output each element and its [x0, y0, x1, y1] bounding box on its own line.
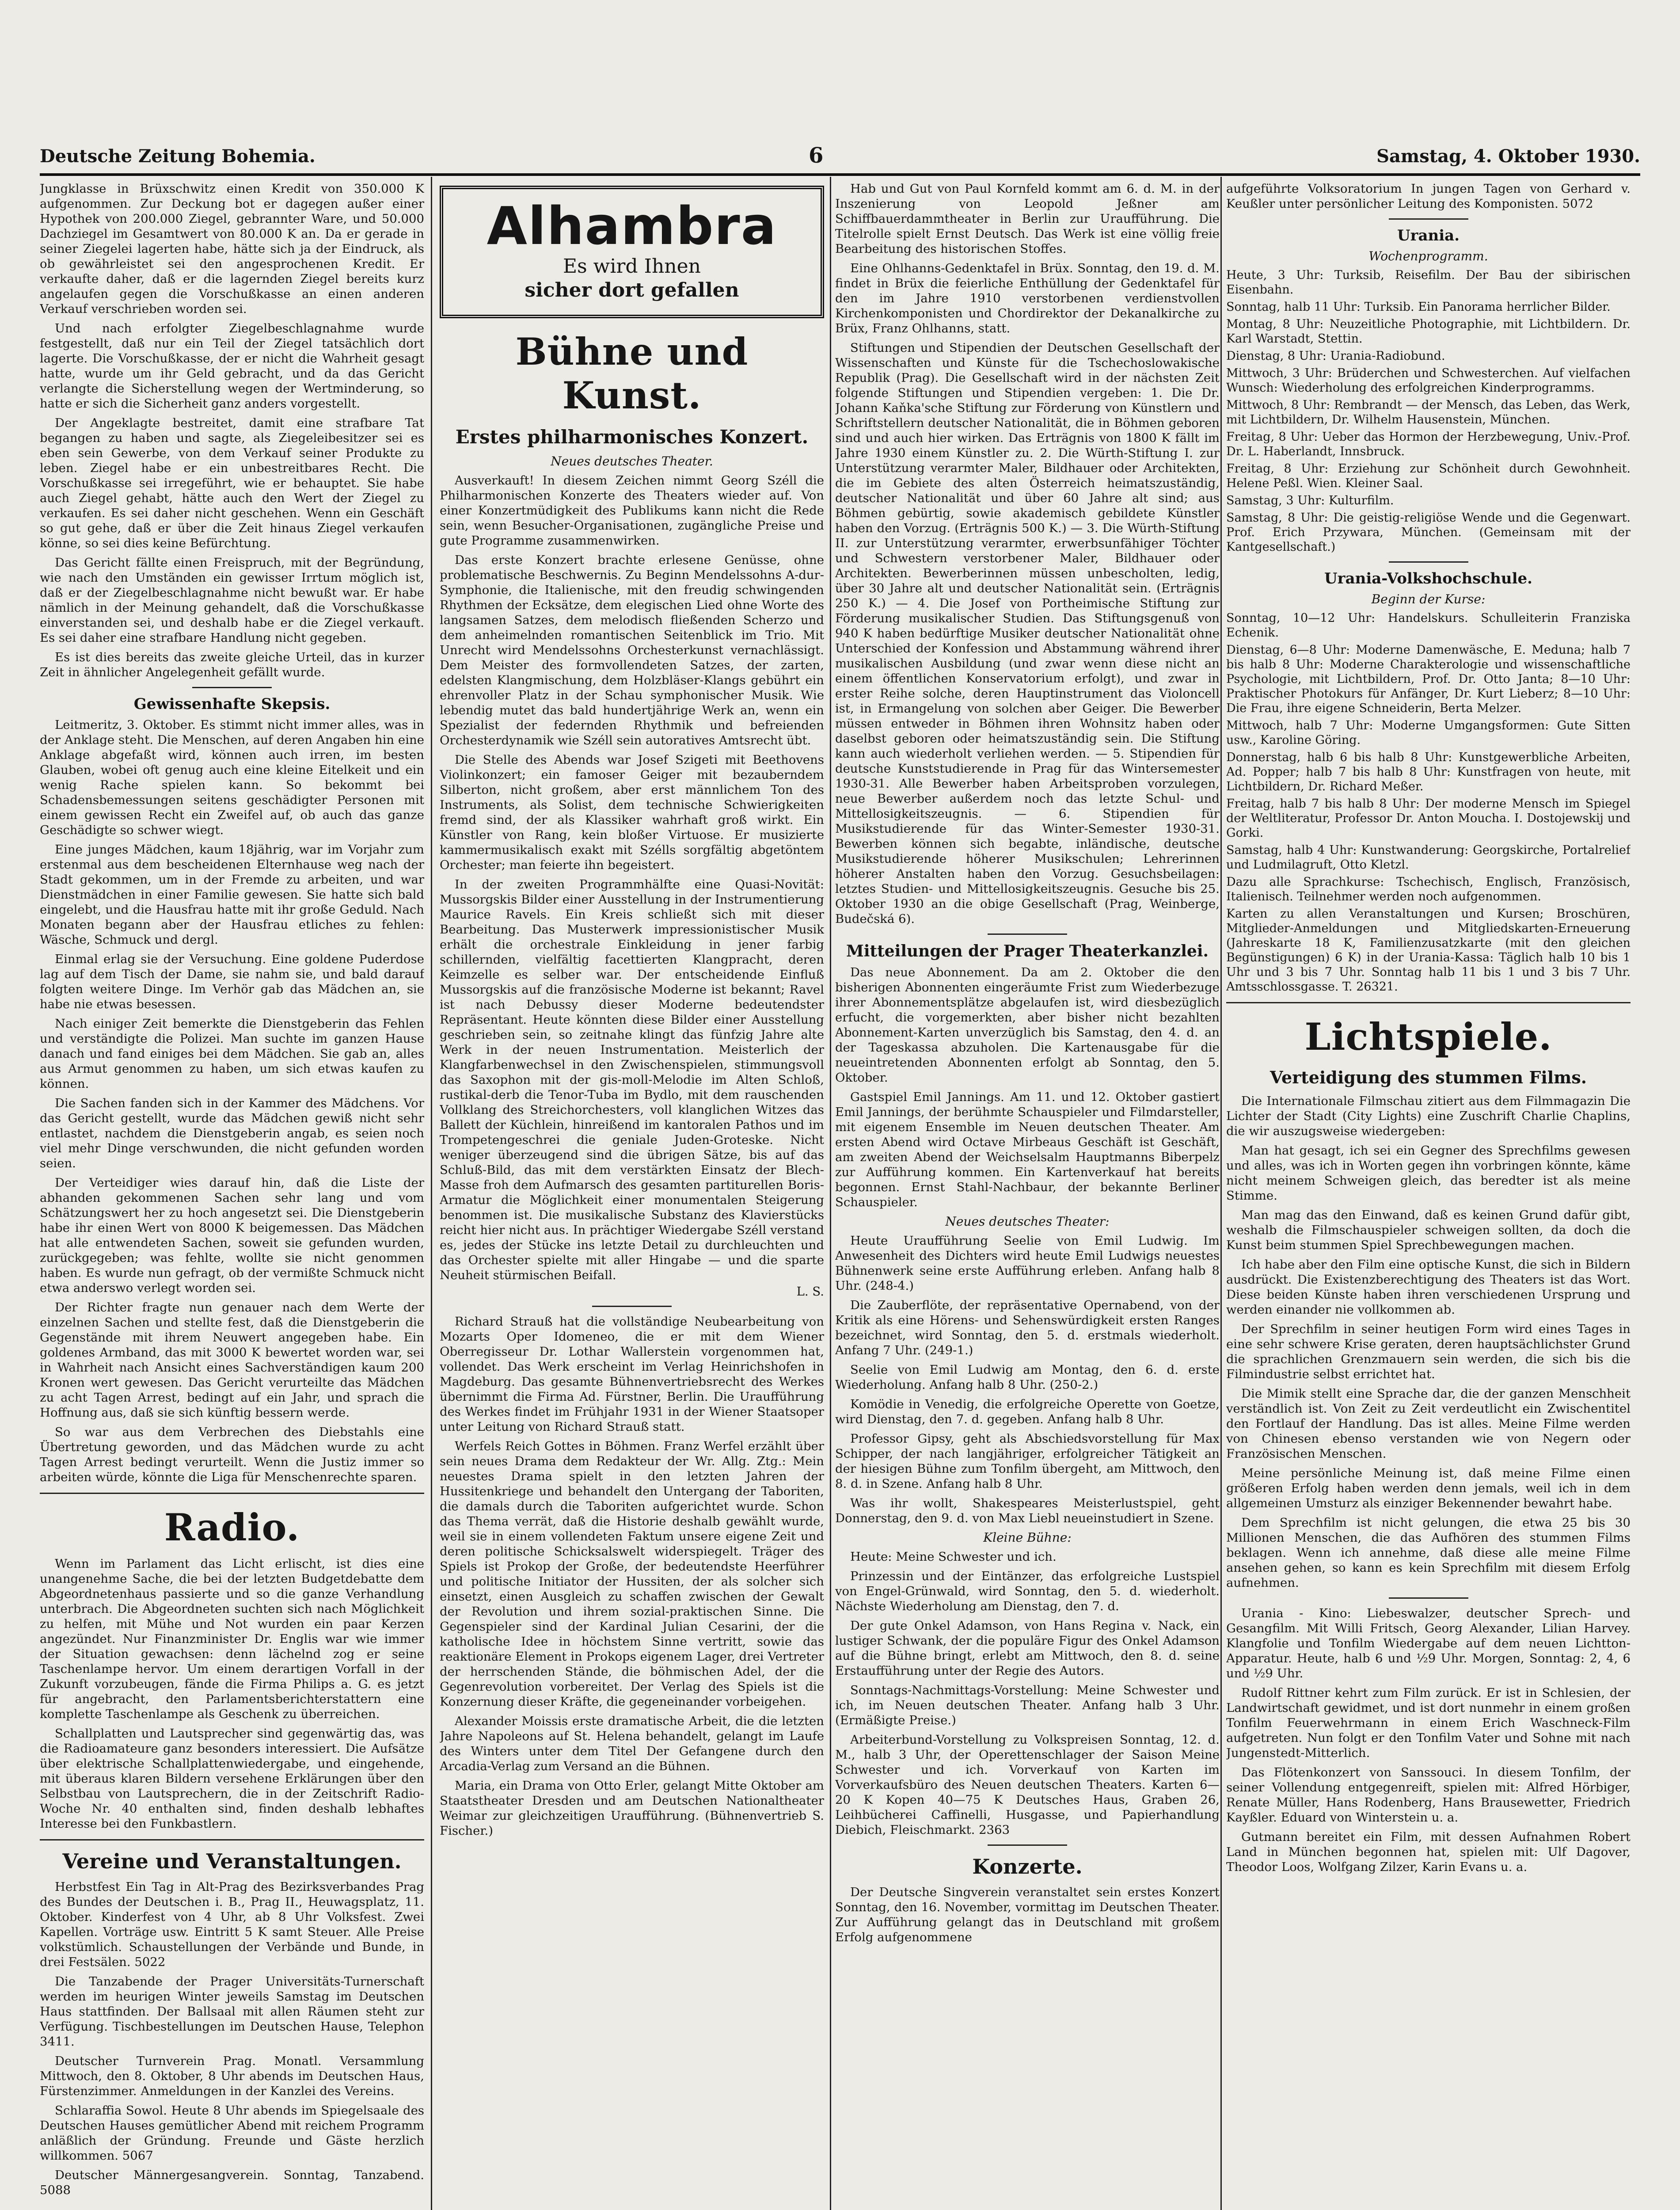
course-entry: Dienstag, 6—8 Uhr: Moderne Damenwäsche, E. Meduna; halb 7 bis halb 8 Uhr: Moderne Charakterologie und wissenschaftliche Psychologie, mit Lichtbildern, Prof. Dr. Otto Janta; 8—10 Uhr: Praktischer Photokurs für Anfänger, Dr. Kurt Lieberz; 8—10 Uhr: Die Frau, ihre eigene Schneiderin, Berta Melzer.	[1226, 643, 1631, 715]
ad-slogan-bottom: sicher dort gefallen	[525, 279, 739, 301]
notice: Deutscher Turnverein Prag. Monatl. Versammlung Mittwoch, den 8. Oktober, 8 Uhr abends im Deutschen Haus, Fürstenzimmer. Anmeldungen in der Kanzlei des Vereins.	[40, 2054, 424, 2098]
paragraph: Der gute Onkel Adamson, von Hans Regina v. Nack, ein lustiger Schwank, der die populäre Figur des Onkel Adamson auf die Bühne bringt, erlebt am Mittwoch, den 8. d. seine Erstaufführung unter der Regie des Autors.	[835, 1619, 1220, 1678]
course-entry: Dazu alle Sprachkurse: Tschechisch, Englisch, Französisch, Italienisch. Teilnehmer werden noch aufgenommen.	[1226, 875, 1631, 903]
divider	[1226, 1002, 1631, 1003]
paragraph: Eine junges Mädchen, kaum 18jährig, war im Vorjahr zum erstenmal aus dem bescheidenen Elternhause weg nach der Stadt gekommen, um in der Fremde zu arbeiten, und war Dienstmädchen in einer Familie gewesen. Sie hatte sich bald eingelebt, und die Hausfrau hatte mit ihr große Geduld. Nach Monaten begann aber der Hausfrau etliches zu fehlen: Wäsche, Schmuck und dergl.	[40, 842, 424, 947]
subheading-kurse: Beginn der Kurse:	[1371, 592, 1486, 606]
divider	[40, 1839, 424, 1840]
paragraph: Meine persönliche Meinung ist, daß meine Filme einen größeren Erfolg haben werden denn jemals, weil ich in dem allgemeinen Umsturz als einziger Bekennender bewahrt habe.	[1226, 1466, 1631, 1510]
program-entry: Heute, 3 Uhr: Turksib, Reisefilm. Der Bau der sibirischen Eisenbahn.	[1226, 268, 1631, 297]
paragraph: Professor Gipsy, geht als Abschiedsvorstellung für Max Schipper, der nach langjähriger, erfolgreicher Tätigkeit an der hiesigen Bühne zum Tonfilm übergeht, am Mittwoch, den 8. d. in Szene. Anfang halb 8 Uhr.	[835, 1432, 1220, 1491]
program-entry: Samstag, 8 Uhr: Die geistig-religiöse Wende und die Gegenwart. Prof. Erich Przywara, München. (Gemeinsam mit der Kantgesellschaft.)	[1226, 511, 1631, 554]
divider	[1389, 218, 1468, 220]
article-heading: Erstes philharmonisches Konzert.	[455, 426, 809, 448]
paragraph: Maria, ein Drama von Otto Erler, gelangt Mitte Oktober am Staatstheater Dresden und am Deutschen Nationaltheater Weimar zur gleichzeitigen Uraufführung. (Bühnenvertrieb S. Fischer.)	[440, 1779, 824, 1838]
article-subheading: Neues deutsches Theater.	[551, 454, 713, 469]
divider	[592, 1306, 672, 1307]
ad-title: Alhambra	[487, 195, 777, 256]
paragraph: Und nach erfolgter Ziegelbeschlagnahme wurde festgestellt, daß nur ein Teil der Ziegel tatsächlich dort lagerte. Die Vorschußkasse, der er nicht die Wahrheit gesagt hatte, wurde um ihr Geld gebracht, und da das Gericht verlangte die Sicherstellung wegen der Wertminderung, so hatte er sich die Sicherheit ganz anders vorgestellt.	[40, 321, 424, 411]
paragraph: Ich habe aber den Film eine optische Kunst, die sich in Bildern ausdrückt. Die Existenzberechtigung des Theaters ist das Wort. Diese beiden Künste haben ihren verschiedenen Ursprung und werden einander nie vollkommen ab.	[1226, 1257, 1631, 1317]
program-entry: Freitag, 8 Uhr: Ueber das Hormon der Herzbewegung, Univ.-Prof. Dr. L. Haberlandt, Innsbruck.	[1226, 430, 1631, 458]
subheading-kleine-buehne: Kleine Bühne:	[983, 1530, 1072, 1545]
paragraph: Das Gericht fällte einen Freispruch, mit der Begründung, wie nach den Umständen ein gewisser Irrtum möglich ist, daß er der Ziegelbeschlagnahme nicht bewußt war. Er habe nämlich in der Meinung gehandelt, daß die Vorschußkasse einverstanden sei, und deshalb habe er die Ziegel verkauft. Es sei daher eine strafbare Handlung nicht gegeben.	[40, 556, 424, 645]
program-entry: Sonntag, halb 11 Uhr: Turksib. Ein Panorama herrlicher Bilder.	[1226, 300, 1611, 314]
paragraph: Wenn im Parlament das Licht erlischt, ist dies eine unangenehme Sache, die bei der letzten Budgetdebatte dem Abgeordnetenhaus passierte und so die ganze Verhandlung unterbrach. Die Abgeordneten suchten sich nach Möglichkeit zu helfen, mit Mühe und Not wurden ein paar Kerzen angezündet. Nur Finanzminister Dr. Englis war wie immer der Situation gewachsen: denn lächelnd zog er seine Taschenlampe hervor. Um einem derartigen Vorfall in der Zukunft vorzubeugen, fände die Firma Philips a. G. es jetzt für angebracht, den Parlamentsberichterstattern eine komplette Taschenlampe als Geschenk zu überreichen.	[40, 1557, 424, 1721]
column-3	[835, 181, 1220, 2210]
notice: Schlaraffia Sowol. Heute 8 Uhr abends im Spiegelsaale des Deutschen Hauses gemütlicher Abend mit reichem Programm anläßlich der Gründung. Freunde und Gäste herzlich willkommen. 5067	[40, 2103, 424, 2163]
ad-slogan-top: Es wird Ihnen	[563, 255, 701, 278]
course-entry: Karten zu allen Veranstaltungen und Kursen; Broschüren, Mitglieder-Anmeldungen und Mitgliedskarten-Erneuerung (Jahreskarte 18 K, Familienzusatzkarte (mit den gleichen Begünstigungen) 6 K) in der Urania-Kassa: Täglich halb 10 bis 1 Uhr und 3 bis 7 Uhr. Sonntag halb 11 bis 1 und 3 bis 7 Uhr. Amtsschlossgasse. T. 26321.	[1226, 907, 1631, 994]
paragraph: Hab und Gut von Paul Kornfeld kommt am 6. d. M. in der Inszenierung von Leopold Jeßner am Schiffbauerdammtheater in Berlin zur Uraufführung. Die Titelrolle spielt Ernst Deutsch. Das Werk ist eine völlig freie Bearbeitung des historischen Stoffes.	[835, 182, 1220, 256]
paragraph: Ausverkauft! In diesem Zeichen nimmt Georg Széll die Philharmonischen Konzerte des Theaters wieder auf. Von einer Konzertmüdigkeit des Publikums kann nicht die Rede sein, wenn Besucher-Organisationen, zugängliche Preise und gute Programme zusammenwirken.	[440, 473, 824, 548]
paragraph: Dem Sprechfilm ist nicht gelungen, die etwa 25 bis 30 Millionen Menschen, die das Aufhören des stummen Films beklagen. Wenn ich annehme, daß diese alle meine Filme ansehen gehen, so kann es kein Sprechfilm mit diesem Erfolg aufnehmen.	[1226, 1516, 1631, 1590]
course-entry: Mittwoch, halb 7 Uhr: Moderne Umgangsformen: Gute Sitten usw., Karoline Göring.	[1226, 719, 1631, 747]
subheading-neues-theater: Neues deutsches Theater:	[945, 1214, 1110, 1229]
paragraph: Die Sachen fanden sich in der Kammer des Mädchens. Vor das Gericht gestellt, wurde das Mädchen gewiß nicht sehr entlastet, nachdem die Dienstgeberin angab, es seien noch viel mehr Dinge verschwunden, die nicht gefunden worden seien.	[40, 1096, 424, 1170]
column-rule	[830, 177, 831, 2210]
paragraph: Die Zauberflöte, der repräsentative Opernabend, von der Kritik als eine Hörens- und Sehenswürdigkeit ersten Ranges bezeichnet, wird Sonntag, den 5. d. erstmals wiederholt. Anfang 7 Uhr. (249-1.)	[835, 1298, 1220, 1357]
paragraph: Arbeiterbund-Vorstellung zu Volkspreisen Sonntag, 12. d. M., halb 3 Uhr, der Operettenschlager der Saison Meine Schwester und ich. Vorverkauf von Karten im Vorverkaufsbüro des Neuen deutschen Theaters. Karten 6—20 K Kopen 40—75 K Deutsches Haus, Graben 26, Leihbücherei Caffinelli, Husgasse, und Papierhandlung Diebich, Fleischmarkt. 2363	[835, 1733, 1220, 1837]
divider	[192, 687, 272, 688]
paragraph: Der Verteidiger wies darauf hin, daß die Liste der abhanden gekommenen Sachen sehr lang und vom Schätzungswert her zu hoch angesetzt sei. Die Dienstgeberin habe ihr einen Wert von 8000 K beigemessen. Das Mädchen hat alle entwendeten Sachen, soweit sie gefunden wurden, zurückgegeben; was fehlte, wollte sie nicht genommen haben. Es wurde nun gefragt, ob der vermißte Schmuck nicht etwa anderswo verlegt worden sei.	[40, 1176, 424, 1295]
column-2	[440, 181, 824, 2210]
paragraph: Man mag das den Einwand, daß es keinen Grund dafür gibt, weshalb die Filmschauspieler schweigen sollten, da doch die Kunst beim stummen Spiel Sprechbewegungen machen.	[1226, 1208, 1631, 1252]
section-heading-buehne: Bühne und Kunst.	[515, 330, 749, 417]
paragraph: Rudolf Rittner kehrt zum Film zurück. Er ist in Schlesien, der Landwirtschaft gewidmet, und ist dort nunmehr in einem großen Tonfilm Feuerwehrmann in einem Erich Waschneck-Film aufgetreten. Nun folgt er den Tonfilm Vater und Sohne mit nach Jungenstedt-Mitterlich.	[1226, 1686, 1631, 1760]
paragraph: Sonntags-Nachmittags-Vorstellung: Meine Schwester und ich, im Neuen deutschen Theater. Anfang halb 3 Uhr. (Ermäßigte Preise.)	[835, 1683, 1220, 1727]
paragraph: Heute: Meine Schwester und ich.	[850, 1550, 1057, 1564]
column-rule	[1220, 177, 1222, 2210]
program-entry: Montag, 8 Uhr: Neuzeitliche Photographie, mit Lichtbildern. Dr. Karl Warstadt, Stettin.	[1226, 317, 1631, 346]
paragraph: Der Deutsche Singverein veranstaltet sein erstes Konzert Sonntag, den 16. November, vormittag im Deutschen Theater. Zur Aufführung gelangt das in Deutschland mit großem Erfolg aufgenommene	[835, 1885, 1220, 1944]
paragraph: Gutmann bereitet ein Film, mit dessen Aufnahmen Robert Land in München begonnen hat, spielen mit: Ulf Dagover, Theodor Loos, Wolfgang Zilzer, Karin Evans u. a.	[1226, 1830, 1631, 1874]
paragraph: Was ihr wollt, Shakespeares Meisterlustspiel, geht Donnerstag, den 9. d. von Max Liebl neueinstudiert in Szene.	[835, 1496, 1220, 1525]
section-heading-konzerte: Konzerte.	[972, 1855, 1083, 1878]
course-entry: Sonntag, 10—12 Uhr: Handelskurs. Schulleiterin Franziska Echenik.	[1226, 611, 1631, 640]
paragraph: Urania - Kino: Liebeswalzer, deutscher Sprech- und Gesangfilm. Mit Willi Fritsch, Georg Alexander, Lilian Harvey. Klangfolie und Tonfilm Wiedergabe auf dem neuen Lichtton-Apparatur. Heute, halb 6 und ½9 Uhr. Morgen, Sonntag: 2, 4, 6 und ½9 Uhr.	[1226, 1606, 1631, 1680]
paragraph: Alexander Moissis erste dramatische Arbeit, die die letzten Jahre Napoleons auf St. Helena behandelt, gelangt im Laufe des Winters unter dem Titel Der Gefangene durch den Arcadia-Verlag zum Versand an die Bühnen.	[440, 1714, 824, 1773]
paragraph: Die Internationale Filmschau zitiert aus dem Filmmagazin Die Lichter der Stadt (City Lights) eine Zuschrift Charlie Chaplins, die wir auszugsweise wiedergeben:	[1226, 1094, 1631, 1138]
article-heading: Gewissenhafte Skepsis.	[133, 695, 331, 713]
program-entry: Freitag, 8 Uhr: Erziehung zur Schönheit durch Gewohnheit. Helene Peßl. Wien. Kleiner Saal.	[1226, 462, 1631, 490]
article-heading: Verteidigung des stummen Films.	[1270, 1067, 1587, 1087]
column-4	[1226, 181, 1631, 2210]
notice: Die Tanzabende der Prager Universitäts-Turnerschaft werden im heurigen Winter jeweils Samstag im Deutschen Haus stattfinden. Der Ballsaal mit allen Räumen steht zur Verfügung. Tischbestellungen im Deutschen Hause, Telephon 3411.	[40, 1974, 424, 2049]
section-heading-radio: Radio.	[164, 1505, 300, 1549]
program-entry: Samstag, 3 Uhr: Kulturfilm.	[1226, 494, 1394, 507]
header-rule	[40, 173, 1640, 176]
paragraph: Es ist dies bereits das zweite gleiche Urteil, das in kurzer Zeit in ähnlicher Angelegenheit gefällt wurde.	[40, 650, 424, 679]
paragraph: Seelie von Emil Ludwig am Montag, den 6. d. erste Wiederholung. Anfang halb 8 Uhr. (250-2.)	[835, 1363, 1220, 1392]
paragraph: Stiftungen und Stipendien der Deutschen Gesellschaft der Wissenschaften und Künste für die Tschechoslowakische Republik (Prag). Die Gesellschaft wird in der nächsten Zeit folgende Stiftungen und Stipendien vergeben: 1. Die Dr. Johann Kaňka'sche Stiftung zur Förderung von Künstlern und Schriftstellern deutscher Nationalität, die in Böhmen geboren sind und auch hier wirken. Das Erträgnis von 1800 K fällt im Jahre 1930 einem Künstler zu. 2. Die Würth-Stiftung I. zur Unterstützung verarmter Maler, Bildhauer oder Architekten, die im Gebiete des alten Österreich heimatszuständig, deutscher Nationalität und über 60 Jahre alt sind; aus Böhmen gebürtig, sowie akademisch gebildete Künstler haben den Vorzug. (Erträgnis 500 K.) — 3. Die Würth-Stiftung II. zur Unterstützung verarmter, erwerbsunfähiger Töchter und Schwestern verstorbener Maler, Bildhauer oder Architekten. Bewerberinnen müssen unbescholten, ledig, über 30 Jahre alt und deutscher Nationalität sein. (Erträgnis 250 K.) — 4. Die Josef von Portheimische Stiftung zur Förderung musikalischer Studien. Das Stiftungsgenuß von 940 K haben bedürftige Musiker deutscher Nationalität ohne Unterschied der Konfession und Abstammung während ihrer musikalischen Ausbildung (und zwar wenn diese nicht an einem öffentlichen Konservatorium erfolgt), und zwar in erster Reihe solche, deren Hauptinstrument das Violoncell ist, in Ermangelung von solchen aber Geiger. Die Bewerber müssen entweder in Böhmen ihren Wohnsitz haben oder daselbst geboren oder heimatszuständig sein. Die Stiftung kann auch wiederholt verliehen werden. — 5. Stipendien für deutsche Kunststudierende in Prag für das Wintersemester 1930-31. Alle Bewerber haben Arbeitsproben vorzulegen, neue Bewerber außerdem noch das letzte Schul- und Mittellosigkeitszeugnis. — 6. Stipendien für Musikstudierende für das Winter-Semester 1930-31. Bewerben können sich begabte, inländische, deutsche Musikstudierende höherer Musikschulen; Lehrerinnen höherer Anstalten haben den Vorzug. Gesuchsbeilagen: letztes Studien- und Mittellosigkeitszeugnis. Gesuche bis 25. Oktober 1930 an die obige Gesellschaft (Prag, Weinberge, Budečská 6).	[835, 341, 1220, 926]
paragraph: Richard Strauß hat die vollständige Neubearbeitung von Mozarts Oper Idomeneo, die er mit dem Wiener Oberregisseur Dr. Lothar Wallerstein vorgenommen hat, vollendet. Das Werk erscheint im Verlag Heinrichshofen in Magdeburg. Das gesamte Bühnenvertriebsrecht des Werkes übernimmt die Firma Ad. Fürstner, Berlin. Die Uraufführung des Werkes findet im Frühjahr 1931 in der Wiener Staatsoper unter Leitung von Richard Strauß statt.	[440, 1315, 824, 1434]
paragraph: Das Flötenkonzert von Sanssouci. In diesem Tonfilm, der seiner Vollendung entgegenreift, spielen mit: Alfred Hörbiger, Renate Müller, Hans Rodenberg, Hans Brausewetter, Friedrich Kayßler. Eduard von Winterstein u. a.	[1226, 1765, 1631, 1825]
notice: Deutscher Männergesangverein. Sonntag, Tanzabend. 5088	[40, 2168, 424, 2197]
alhambra-advertisement	[440, 186, 824, 318]
column-1	[40, 181, 424, 2210]
divider	[1389, 561, 1468, 563]
section-heading-urania: Urania.	[1397, 227, 1460, 244]
paragraph: Die Stelle des Abends war Josef Szigeti mit Beethovens Violinkonzert; ein famoser Geiger mit bezauberndem Silberton, nicht großem, aber erst männlichem Ton des Instruments, als Solist, dem technische Schwierigkeiten fremd sind, der als Klassiker wahrhaft groß wirkt. Ein Künstler von Rang, kein bloßer Virtuose. Er musizierte kammermusikalisch exakt mit Szélls sorgfältig abgetöntem Orchester; man feierte ihn begeistert.	[440, 753, 824, 872]
program-entry: Dienstag, 8 Uhr: Urania-Radiobund.	[1226, 349, 1445, 363]
paragraph: Die Mimik stellt eine Sprache dar, die der ganzen Menschheit verständlich ist. Von Zeit zu Zeit verdeutlicht ein Zwischentitel den Fortlauf der Handlung. Das ist alles. Meine Filme werden von Chinesen ebenso verstanden wie von Negern oder Französischen Menschen.	[1226, 1387, 1631, 1461]
section-heading-lichtspiele: Lichtspiele.	[1304, 1015, 1552, 1059]
paragraph: Leitmeritz, 3. Oktober. Es stimmt nicht immer alles, was in der Anklage steht. Die Menschen, auf deren Angaben hin eine Anklage abgefaßt wird, können auch irren, im besten Glauben, wobei oft genug auch eine kleine Eitelkeit und ein wenig Rache spielen kann. So bekommt bei Schadensbemessungen seitens geschädigter Personen mit einem gewissen Recht ein Zweifel auf, ob auch das ganze Geschädigte so schwer wiegt.	[40, 718, 424, 837]
program-entry: Mittwoch, 3 Uhr: Brüderchen und Schwesterchen. Auf vielfachen Wunsch: Wiederholung des erfolgreichen Kinderprogramms.	[1226, 366, 1631, 395]
paragraph: Jungklasse in Brüxschwitz einen Kredit von 350.000 K aufgenommen. Zur Deckung bot er dagegen außer einer Hypothek von 200.000 Ziegel, gebrannter Ware, und 50.000 Dachziegel im Gesamtwert von 80.000 K an. Da er gerade in seiner Ziegelei lagerten habe, hätte sich ja der Eindruck, als ob gewährleistet sei den angesprochenen Kredit. Er verkaufte daher, daß er die lagernden Ziegel bereits kurz angelaufen gegen die Vorschußkasse an einen anderen Verkauf verschrieben worden sei.	[40, 182, 424, 316]
paragraph: Heute Uraufführung Seelie von Emil Ludwig. Im Anwesenheit des Dichters wird heute Emil Ludwigs neuestes Bühnenwerk seine erste Aufführung erleben. Anfang halb 8 Uhr. (248-4.)	[835, 1234, 1220, 1293]
subheading-wochenprogramm: Wochenprogramm.	[1368, 249, 1488, 263]
paragraph: Der Richter fragte nun genauer nach dem Werte der einzelnen Sachen und stellte fest, daß die Dienstgeberin die Gegenstände mit ihrem Neuwert angegeben habe. Ein goldenes Armband, das mit 3000 K bewertet worden war, sei in Wahrheit nach Ansicht eines Sachverständigen kaum 200 Kronen wert gewesen. Das Gericht verurteilte das Mädchen zu acht Tagen Arrest, bedingt auf ein Jahr, und sprach die Hoffnung aus, daß sie sich künftig bessern werde.	[40, 1300, 424, 1420]
divider	[988, 934, 1067, 935]
paragraph: Gastspiel Emil Jannings. Am 11. und 12. Oktober gastiert Emil Jannings, der berühmte Schauspieler und Filmdarsteller, mit eigenem Ensemble im Neuen deutschen Theater. Am ersten Abend wird Octave Mirbeaus Geschäft ist Geschäft, am zweiten Abend der Weichselsalm Hauptmanns Biberpelz zur Aufführung kommen. Ein Kartenverkauf hat bereits begonnen. Ernst Stahl-Nachbaur, der bekannte Berliner Schauspieler.	[835, 1090, 1220, 1209]
paragraph: Komödie in Venedig, die erfolgreiche Operette von Goetze, wird Dienstag, den 7. d. gegeben. Anfang halb 8 Uhr.	[835, 1397, 1220, 1426]
course-entry: Samstag, halb 4 Uhr: Kunstwanderung: Georgskirche, Portalrelief und Ludmilagruft, Otto Kletzl.	[1226, 843, 1631, 872]
course-entry: Freitag, halb 7 bis halb 8 Uhr: Der moderne Mensch im Spiegel der Weltliteratur, Professor Dr. Anton Moucha. I. Dostojewskij und Gorki.	[1226, 797, 1631, 840]
notice: Herbstfest Ein Tag in Alt-Prag des Bezirksverbandes Prag des Bundes der Deutschen i. B., Prag II., Heuwagsplatz, 11. Oktober. Kinderfest von 4 Uhr, ab 8 Uhr Volksfest. Zwei Kapellen. Vorträge usw. Eintritt 5 K samt Steuer. Alle Preise volkstümlich. Schaustellungen der Verbände und Bunde, in drei Festsälen. 5022	[40, 1880, 424, 1969]
running-head	[40, 143, 1640, 172]
paragraph: Werfels Reich Gottes in Böhmen. Franz Werfel erzählt über sein neues Drama dem Redakteur der Wr. Allg. Ztg.: Mein neuestes Drama spielt in den letzten Jahren der Hussitenkriege und behandelt den Untergang der Taboriten, die damals durch die Taboriten aufgerichtet wurde. Schon das Thema verrät, daß die Historie deshalb gewählt wurde, weil sie in einem vollendeten Faktum unsere eigene Zeit und deren politische Schicksalswelt widerspiegelt. Träger des Spiels ist Prokop der Große, der bedeutendste Heerführer und politische Initiator der Hussiten, der als solcher sich einsetzt, einen Ausgleich zu schaffen zwischen der Gewalt der Revolution und ihrem sozial-praktischen Sinne. Die Gegenspieler sind der Kardinal Julian Cesarini, der die katholische Idee in höchstem Sinne vertritt, sowie das reaktionäre Element in Prokops eigenem Lager, drei Vertreter der herrschenden Stände, die böhmischen Adel, der die Gegenrevolution vorbereitet. Der Verlag des Spiels ist die Konzernung dieser Kräfte, die gegeneinander vorbeigehen.	[440, 1439, 824, 1709]
section-heading-vereine: Vereine und Veranstaltungen.	[62, 1849, 402, 1873]
section-heading-volkshochschule: Urania-Volkshochschule.	[1324, 570, 1532, 587]
paragraph: So war aus dem Verbrechen des Diebstahls eine Übertretung geworden, und das Mädchen wurde zu acht Tagen Arrest bedingt verurteilt. Wenn die Justiz immer so arbeiten würde, könnte die Liga für Menschenrechte sparen.	[40, 1425, 424, 1484]
section-heading-theaterkanzlei: Mitteilungen der Prager Theaterkanzlei.	[846, 942, 1209, 960]
article-signature: L. S.	[796, 1284, 824, 1299]
divider	[40, 1493, 424, 1494]
course-entry: Donnerstag, halb 6 bis halb 8 Uhr: Kunstgewerbliche Arbeiten, Ad. Popper; halb 7 bis halb 8 Uhr: Kunstfragen von heute, mit Lichtbildern, Dr. Richard Meßer.	[1226, 751, 1631, 793]
paragraph: In der zweiten Programmhälfte eine Quasi-Novität: Mussorgskis Bilder einer Ausstellung in der Instrumentierung Maurice Ravels. Ein Kreis schließt sich mit dieser Bearbeitung. Das Musterwerk impressionistischer Musik erhält die orchestrale Einkleidung in jener farbig schillernden, vielfältig facettierten Klangpracht, deren Keimzelle es selber war. Der entscheidende Einfluß Mussorgskis auf die französische Moderne ist bekannt; Ravel ist nach Debussy dieser Moderne bedeutendster Repräsentant. Heute könnten diese Bilder einer Ausstellung geschrieben sein, so zeitnahe klingt das fünfzig Jahre alte Werk in der neuen Instrumentation. Meisterlich der Klangfarbenwechsel in den Zwischenspielen, stimmungsvoll das Saxophon mit der gis-moll-Melodie im Alten Schloß, rustikal-derb die Tenor-Tuba im Bydlo, mit dem rauschenden Vollklang des Streichorchesters, voll klanglichen Witzes das Ballett der Küchlein, hinreißend im kantoralen Pathos und im Trompetengeschrei die geniale Juden-Groteske. Nicht weniger überzeugend sind die übrigen Sätze, bis auf das Schluß-Bild, das mit dem verstärkten Einsatz der Blech-Masse froh dem Aufmarsch des gesamten partiturellen Boris-Armatur die Möglichkeit einer monumentalen Steigerung benommen ist. Die musikalische Substanz des Klavierstücks reicht hier nicht aus. In prächtiger Wiedergabe Széll verstand es, jedes der Stücke ins letzte Detail zu durchleuchten und das Orchester spielte mit aller Hingabe — und die sparte Neuheit stürmischen Beifall.	[440, 877, 824, 1282]
page-number: 6	[809, 143, 824, 168]
paragraph: Eine Ohlhanns-Gedenktafel in Brüx. Sonntag, den 19. d. M. findet in Brüx die feierliche Enthüllung der Gedenktafel für den im Jahre 1910 verstorbenen verdienstvollen Kirchenkomponisten und Chordirektor der Dekanalkirche zu Brüx, Franz Ohlhanns, statt.	[835, 261, 1220, 335]
paragraph: Das erste Konzert brachte erlesene Genüsse, ohne problematische Beschwernis. Zu Beginn Mendelssohns A-dur-Symphonie, die Italienische, mit den freudig schwingenden Rhythmen der Ecksätze, dem elegischen Lied ohne Worte des langsamen Satzes, dem melodisch fließenden Scherzo und dem anheimelnden romantischen Seitenblick im Trio. Mit Unrecht wird Mendelssohns Orchesterkunst vernachlässigt. Dem Meister des formvollendeten Satzes, der zarten, edelsten Klangmischung, dem Holzbläser-Klangs gebührt ein ehrenvoller Platz in der Schau symphonischer Musik. Wie lebendig mutet das bald hundertjährige Werk an, wenn ein Spezialist der federnden Rhythmik und befreienden Orchesterdynamik wie Széll sein autoratives Amtsrecht übt.	[440, 553, 824, 747]
divider	[1389, 1597, 1468, 1599]
paragraph: Schallplatten und Lautsprecher sind gegenwärtig das, was die Radioamateure ganz besonders interessiert. Die Aufsätze über elektrische Schallplattenwiedergabe, und eingehende, mit überaus klaren Bildern versehene Erklärungen über den Selbstbau von Lautsprechern, die in der Zeitschrift Radio-Woche Nr. 40 enthalten sind, finden deshalb lebhaftes Interesse bei den Funkbastlern.	[40, 1726, 424, 1831]
paragraph: Der Sprechfilm in seiner heutigen Form wird eines Tages in eine sehr schwere Krise geraten, deren hauptsächlichster Grund die sprachlichen Grenzmauern sein werden, die sich bis die Filmindustrie selbst errichtet hat.	[1226, 1322, 1631, 1381]
publication-name: Deutsche Zeitung Bohemia.	[40, 146, 315, 167]
issue-date: Samstag, 4. Oktober 1930.	[1376, 146, 1640, 167]
program-entry: Mittwoch, 8 Uhr: Rembrandt — der Mensch, das Leben, das Werk, mit Lichtbildern, Dr. Wilhelm Hausenstein, München.	[1226, 398, 1631, 427]
paragraph: Das neue Abonnement. Da am 2. Oktober die den bisherigen Abonnenten eingeräumte Frist zum Wiederbezuge ihrer Abonnementsplätze abgelaufen ist, wird diesbezüglich erfucht, die vorgemerkten, aber bisher nicht bezahlten Abonnement-Karten unverzüglich bis Samstag, den 4. d. an der Tageskassa abzuholen. Die Kartenausgabe für die neueintretenden Abonnenten erfolgt ab Sonntag, den 5. Oktober.	[835, 965, 1220, 1085]
paragraph: Prinzessin und der Eintänzer, das erfolgreiche Lustspiel von Engel-Grünwald, wird Sonntag, den 5. d. wiederholt. Nächste Wiederholung am Dienstag, den 7. d.	[835, 1569, 1220, 1613]
divider	[988, 1844, 1067, 1846]
paragraph: aufgeführte Volksoratorium In jungen Tagen von Gerhard v. Keußler unter persönlicher Leitung des Komponisten. 5072	[1226, 182, 1631, 211]
paragraph: Man hat gesagt, ich sei ein Gegner des Sprechfilms gewesen und alles, was ich in Worten gegen ihn vorbringen könnte, käme nicht meinem Schweigen gleich, das beredter ist als meine Stimme.	[1226, 1143, 1631, 1203]
paragraph: Nach einiger Zeit bemerkte die Dienstgeberin das Fehlen und verständigte die Polizei. Man suchte im ganzen Hause danach und fand einiges bei dem Mädchen. Sie gab an, alles aus Armut genommen zu haben, um sich etwas kaufen zu können.	[40, 1017, 424, 1091]
paragraph: Einmal erlag sie der Versuchung. Eine goldene Puderdose lag auf dem Tisch der Dame, sie nahm sie, und bald darauf folgten weitere Dinge. Im Verhör gab das Mädchen an, sie habe nie etwas besessen.	[40, 952, 424, 1011]
paragraph: Der Angeklagte bestreitet, damit eine strafbare Tat begangen zu haben und sagte, als Ziegeleibesitzer sei es eben sein Gewerbe, von dem Verkauf seiner Produkte zu leben. Ziegel habe er ein unbestreitbares Recht. Die Vorschußkasse sei irregeführt, wie er behauptet. Sie habe auch Ziegel gehabt, hätte auch den Wert der Ziegel zu verkaufen. Es sei daher nicht geschehen. Wenn ein Geschäft so gut gehe, daß er über die Zeit hinaus Ziegel verkaufen könne, so sei dies keine Befürchtung.	[40, 416, 424, 550]
column-rule	[431, 177, 432, 2210]
